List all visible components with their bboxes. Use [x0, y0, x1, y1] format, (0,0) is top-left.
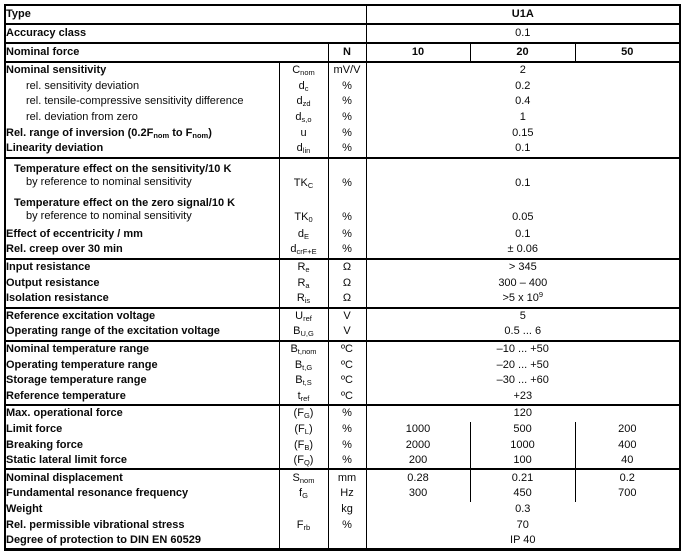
symbol-cell: $B_{t,S}$	[279, 373, 328, 389]
table-row	[5, 79, 680, 95]
value-cell: 2	[366, 62, 680, 79]
value-cell: –30 ... +60	[366, 373, 680, 389]
value-cell: IP 40	[366, 533, 680, 550]
value-cell: 120	[366, 405, 680, 422]
symbol-cell	[279, 502, 328, 518]
table-row	[5, 291, 680, 308]
table-row	[5, 453, 680, 470]
symbol-cell: $TK_0$	[279, 193, 328, 227]
param-label: Static lateral limit force	[6, 454, 128, 467]
spec-table-body	[5, 5, 680, 550]
table-row	[5, 43, 680, 62]
unit-cell: kg	[328, 502, 366, 518]
value-cell: 0.5 ... 6	[366, 324, 680, 341]
unit-cell: %	[328, 158, 366, 193]
table-row	[5, 62, 680, 79]
unit-cell: %	[328, 125, 366, 141]
param-label: Effect of eccentricity / mm	[6, 227, 143, 240]
unit-cell: mV/V	[328, 62, 366, 79]
table-row	[5, 275, 680, 291]
symbol-cell: $d_E$	[279, 227, 328, 243]
symbol-cell: u	[279, 125, 328, 141]
unit-cell: %	[328, 517, 366, 533]
value-cell: –10 ... +50	[366, 341, 680, 358]
unit-cell: V	[328, 324, 366, 341]
symbol-cell: $d_{lin}$	[279, 141, 328, 158]
table-row	[5, 308, 680, 325]
symbol-cell: $(F_Q)$	[279, 453, 328, 470]
table-row	[5, 158, 680, 193]
param-label: Linearity deviation	[6, 142, 104, 155]
param-label: Rel. permissible vibrational stress	[6, 518, 185, 531]
param-label: Reference temperature	[6, 389, 126, 402]
symbol-cell: $U_{ref}$	[279, 308, 328, 325]
value-cell: > 345	[366, 259, 680, 276]
value-cell: 500	[470, 422, 575, 438]
value-cell: 300 – 400	[366, 275, 680, 291]
symbol-cell: $F_{rb}$	[279, 517, 328, 533]
value-cell: 0.1	[366, 141, 680, 158]
symbol-cell	[279, 533, 328, 550]
value-cell: 700	[575, 486, 680, 502]
param-label-line1: Temperature effect on the zero signal/10 K	[14, 196, 236, 209]
table-row	[5, 5, 680, 24]
param-label: Input resistance	[5, 259, 279, 276]
symbol-cell: $R_{is}$	[279, 291, 328, 308]
param-label: Output resistance	[6, 276, 100, 289]
value-cell: 20	[470, 43, 575, 62]
value-cell: 40	[575, 453, 680, 470]
param-label: Storage temperature range	[6, 374, 147, 387]
table-row	[5, 373, 680, 389]
table-row	[5, 24, 680, 43]
unit-cell: %	[328, 242, 366, 259]
value-cell: 0.1	[366, 158, 680, 193]
param-label: Reference excitation voltage	[5, 308, 279, 325]
symbol-cell: $(F_B)$	[279, 437, 328, 453]
param-label: Fundamental resonance frequency	[6, 487, 189, 500]
param-label: Nominal force	[5, 43, 328, 62]
table-row	[5, 193, 680, 227]
unit-cell: mm	[328, 469, 366, 486]
symbol-cell: $C_{nom}$	[279, 62, 328, 79]
unit-cell: N	[328, 43, 366, 62]
value-cell: 200	[575, 422, 680, 438]
unit-cell: %	[328, 141, 366, 158]
table-row	[5, 125, 680, 141]
value-cell: >5 x $10^9$	[366, 291, 680, 308]
table-row	[5, 533, 680, 550]
param-label: Weight	[6, 502, 43, 515]
param-label	[5, 158, 279, 193]
table-row	[5, 357, 680, 373]
value-cell: 200	[366, 453, 470, 470]
table-row	[5, 341, 680, 358]
symbol-cell: $TK_C$	[279, 158, 328, 193]
value-cell: 450	[470, 486, 575, 502]
unit-cell: %	[328, 79, 366, 95]
param-label-line1: Temperature effect on the sensitivity/10 K	[14, 162, 232, 175]
unit-cell: %	[328, 422, 366, 438]
value-cell: 0.4	[366, 94, 680, 110]
unit-cell: ºC	[328, 341, 366, 358]
param-label: Breaking force	[6, 438, 84, 451]
table-row	[5, 324, 680, 341]
table-row	[5, 94, 680, 110]
table-row	[5, 227, 680, 243]
value-cell: 300	[366, 486, 470, 502]
spec-table	[4, 4, 681, 551]
symbol-cell: $R_a$	[279, 275, 328, 291]
value-cell: 50	[575, 43, 680, 62]
symbol-cell: $d_{s,o}$	[279, 110, 328, 126]
value-cell: ± 0.06	[366, 242, 680, 259]
table-row	[5, 486, 680, 502]
symbol-cell: $d_{crF+E}$	[279, 242, 328, 259]
param-label: Nominal temperature range	[5, 341, 279, 358]
param-label: Operating range of the excitation voltage	[6, 325, 220, 338]
unit-cell: %	[328, 227, 366, 243]
value-cell: 0.21	[470, 469, 575, 486]
param-label: rel. deviation from zero	[26, 111, 138, 124]
unit-cell: %	[328, 437, 366, 453]
value-cell: 0.3	[366, 502, 680, 518]
unit-cell: ºC	[328, 373, 366, 389]
symbol-cell: $d_c$	[279, 79, 328, 95]
param-label: rel. tensile-compressive sensitivity difference	[26, 95, 244, 108]
value-cell: 10	[366, 43, 470, 62]
value-cell: 0.28	[366, 469, 470, 486]
param-label-line2: by reference to nominal sensitivity	[26, 175, 192, 188]
table-row	[5, 469, 680, 486]
value-cell: 70	[366, 517, 680, 533]
unit-cell: %	[328, 453, 366, 470]
value-cell: 0.2	[575, 469, 680, 486]
table-row	[5, 405, 680, 422]
value-cell: 1000	[470, 437, 575, 453]
param-label: Rel. range of inversion ($0.2F_{nom}$ to $F_{nom}$)	[6, 126, 212, 140]
symbol-cell: $B_{U,G}$	[279, 324, 328, 341]
value-cell: 0.1	[366, 227, 680, 243]
table-row	[5, 141, 680, 158]
unit-cell: %	[328, 405, 366, 422]
unit-cell: Ω	[328, 275, 366, 291]
value-cell: 0.2	[366, 79, 680, 95]
unit-cell: %	[328, 110, 366, 126]
value-cell: –20 ... +50	[366, 357, 680, 373]
table-row	[5, 110, 680, 126]
param-label: Rel. creep over 30 min	[6, 243, 123, 256]
value-cell: 100	[470, 453, 575, 470]
symbol-cell: $S_{nom}$	[279, 469, 328, 486]
value-cell: +23	[366, 389, 680, 406]
table-row	[5, 259, 680, 276]
table-row	[5, 389, 680, 406]
value-cell: 0.1	[366, 24, 680, 43]
symbol-cell: $(F_G)$	[279, 405, 328, 422]
unit-cell: Ω	[328, 259, 366, 276]
param-label: Nominal displacement	[5, 469, 279, 486]
symbol-cell: $t_{ref}$	[279, 389, 328, 406]
value-cell: 400	[575, 437, 680, 453]
table-row	[5, 502, 680, 518]
value-cell: 2000	[366, 437, 470, 453]
symbol-cell: $(F_L)$	[279, 422, 328, 438]
unit-cell	[328, 533, 366, 550]
symbol-cell: $d_{zd}$	[279, 94, 328, 110]
param-label-line2: by reference to nominal sensitivity	[26, 209, 192, 222]
value-cell: 5	[366, 308, 680, 325]
unit-cell: %	[328, 94, 366, 110]
unit-cell: ºC	[328, 389, 366, 406]
value-cell: 1	[366, 110, 680, 126]
unit-cell: %	[328, 193, 366, 227]
param-label: Type	[6, 8, 31, 20]
unit-cell: ºC	[328, 357, 366, 373]
symbol-cell: $B_{t,nom}$	[279, 341, 328, 358]
param-label: Accuracy class	[5, 24, 366, 43]
param-label: Isolation resistance	[6, 292, 109, 305]
param-label: Operating temperature range	[6, 358, 158, 371]
value-cell: 1000	[366, 422, 470, 438]
symbol-cell: $R_e$	[279, 259, 328, 276]
table-row	[5, 517, 680, 533]
symbol-cell: $f_G$	[279, 486, 328, 502]
value-cell: 0.15	[366, 125, 680, 141]
value-cell: 0.05	[366, 193, 680, 227]
param-label	[5, 193, 279, 227]
unit-cell: Ω	[328, 291, 366, 308]
param-label: Degree of protection to DIN EN 60529	[6, 534, 201, 547]
param-label: Nominal sensitivity	[5, 62, 279, 79]
param-label: Max. operational force	[5, 405, 279, 422]
table-row	[5, 437, 680, 453]
table-row	[5, 242, 680, 259]
unit-cell: Hz	[328, 486, 366, 502]
symbol-cell: $B_{t,G}$	[279, 357, 328, 373]
param-label: Limit force	[6, 422, 63, 435]
unit-cell: V	[328, 308, 366, 325]
value-cell: U1A	[366, 5, 680, 24]
table-row	[5, 422, 680, 438]
param-label: rel. sensitivity deviation	[26, 79, 140, 92]
